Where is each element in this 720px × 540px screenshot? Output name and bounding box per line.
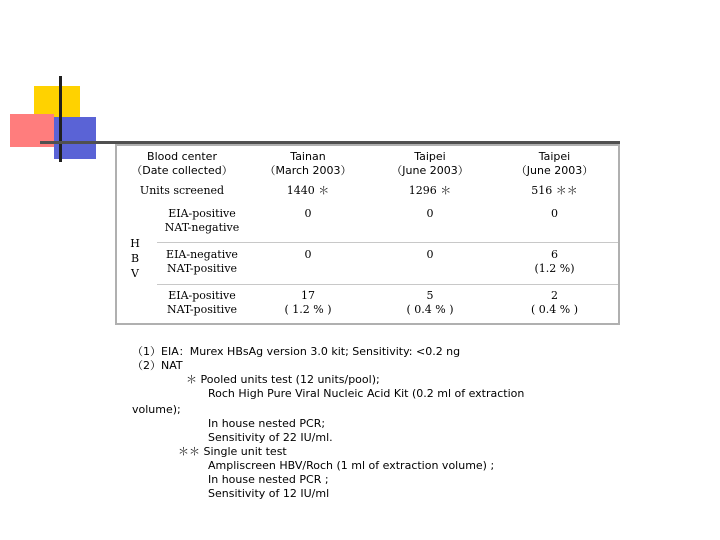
- header-tainan: Tainan （March 2003）: [264, 150, 352, 177]
- value-cell: 2 ( 0.4 % ): [530, 289, 579, 316]
- units-screened-taipei-1: 1296 ＊: [408, 184, 452, 197]
- note-sensitivity-12: Sensitivity of 12 IU/ml: [208, 487, 330, 500]
- row-label-eia-pos-nat-pos: EIA-positive NAT-positive: [166, 289, 238, 316]
- note-roch-kit: Roch High Pure Viral Nucleic Acid Kit (0.2 ml of extraction: [208, 387, 525, 400]
- value-cell: 0: [426, 248, 434, 261]
- note-nested-pcr-1: In house nested PCR;: [208, 417, 326, 430]
- row-label-eia-pos-nat-neg: EIA-positive NAT-negative: [164, 207, 240, 234]
- hbv-group-label: H B V: [130, 237, 140, 280]
- value-cell: 6 (1.2 %): [534, 248, 575, 275]
- note-nested-pcr-2: In house nested PCR ;: [208, 473, 329, 486]
- units-screened-tainan: 1440 ＊: [286, 184, 330, 197]
- row-label-eia-neg-nat-pos: EIA-negative NAT-positive: [166, 248, 238, 275]
- header-taipei-2: Taipei （June 2003）: [515, 150, 594, 177]
- header-blood-center: Blood center （Date collected）: [131, 150, 233, 177]
- note-pooled: ＊ Pooled units test (12 units/pool);: [186, 373, 380, 386]
- value-cell: 0: [304, 248, 312, 261]
- value-cell: 17 ( 1.2 % ): [284, 289, 332, 316]
- value-cell: 0: [551, 207, 558, 220]
- note-eia: （1）EIA：Murex HBsAg version 3.0 kit; Sensitivity: <0.2 ng: [132, 345, 461, 358]
- note-single-unit: ＊＊ Single unit test: [178, 445, 287, 458]
- units-screened-taipei-2: 516 ＊＊: [531, 184, 578, 197]
- value-cell: 5 ( 0.4 % ): [406, 289, 454, 316]
- header-taipei-1: Taipei （June 2003）: [391, 150, 469, 177]
- value-cell: 0: [304, 207, 312, 220]
- value-cell: 0: [426, 207, 434, 220]
- units-screened-label: Units screened: [139, 184, 225, 197]
- note-nat: （2）NAT: [132, 359, 183, 372]
- note-sensitivity-22: Sensitivity of 22 IU/ml.: [208, 431, 333, 444]
- note-volume: volume);: [132, 403, 181, 416]
- note-ampliscreen: Ampliscreen HBV/Roch (1 ml of extraction volume) ;: [208, 459, 495, 472]
